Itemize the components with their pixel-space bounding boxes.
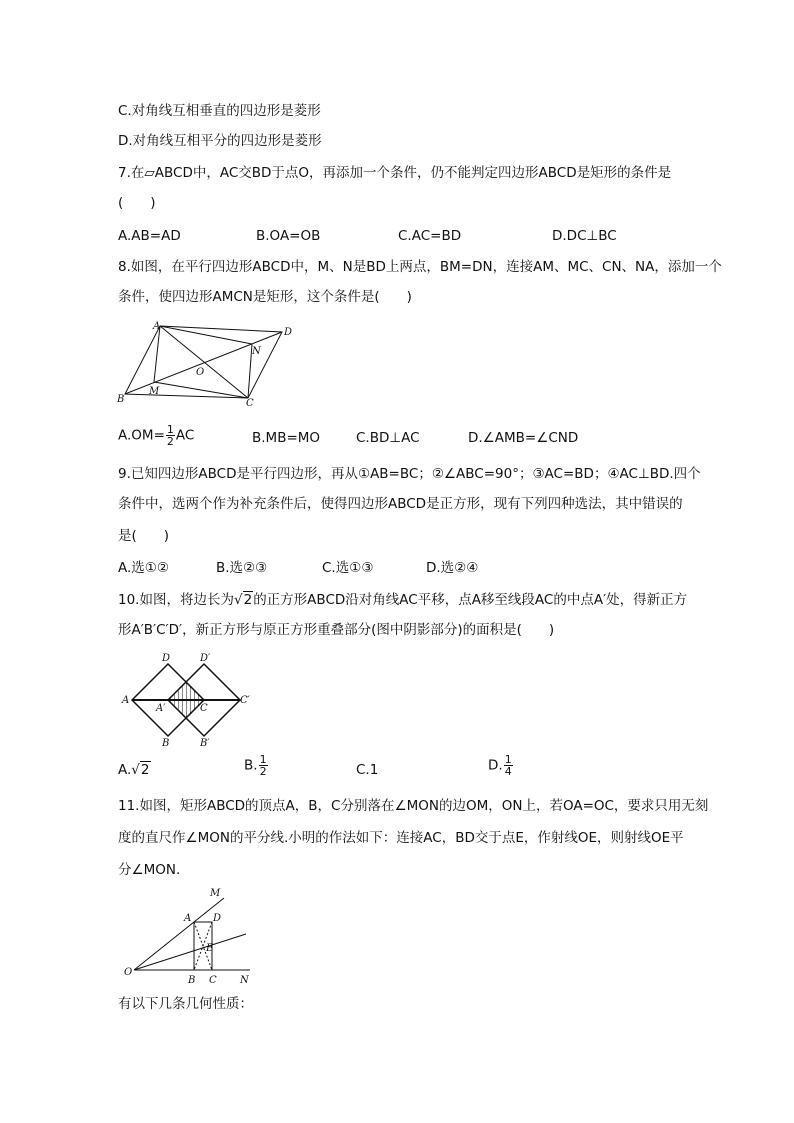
q8-option-b: B.MB=MO [252, 430, 321, 446]
label-d: D [213, 913, 222, 924]
label-b: B [117, 394, 125, 405]
q7-blank: ( ) [118, 195, 156, 211]
label-n: N [252, 346, 261, 357]
q10-stem-suffix: 的正方形ABCD沿对角线AC平移，点A移至线段AC的中点A′处，得新正方 [253, 592, 688, 608]
q8-option-a-fraction [166, 424, 175, 447]
fraction-denominator: 2 [166, 435, 174, 448]
label-o: O [196, 367, 205, 378]
label-a: A [184, 913, 192, 924]
q8-option-a-suffix: AC [175, 427, 195, 444]
label-a: A [153, 321, 161, 332]
ray-om [134, 898, 224, 970]
q7-option-b: B.OA=OB [256, 228, 321, 244]
label-b: B [188, 975, 196, 986]
q10-option-b-prefix: B. [244, 757, 258, 774]
q10-stem-prefix: 10.如图，将边长为 [118, 592, 234, 608]
label-d: D [284, 327, 293, 338]
q8-option-c: C.BD⊥AC [356, 430, 420, 446]
q7-option-c: C.AC=BD [398, 228, 462, 244]
segment-am [154, 326, 160, 382]
q8-stem-line1: 8.如图，在平行四边形ABCD中，M、N是BD上两点，BM=DN，连接AM、MC、CN、NA，添加一个 [118, 259, 722, 275]
q11-stem-line3: 分∠MON. [118, 862, 181, 878]
label-e: E [206, 943, 214, 954]
label-c-prime: C′ [240, 695, 250, 706]
label-b-prime: B′ [200, 738, 210, 749]
q11-stem-line2: 度的直尺作∠MON的平分线.小明的作法如下：连接AC，BD交于点E，作射线OE，则射线OE平 [118, 830, 684, 846]
label-o: O [124, 967, 133, 978]
q10-option-a [118, 760, 151, 780]
q9-option-b: B.选②③ [216, 560, 268, 576]
label-a: A [122, 695, 130, 706]
q10-option-a-sqrt: √2 [131, 762, 150, 778]
q11-angle-figure [118, 884, 268, 990]
q10-option-b [244, 754, 269, 777]
fraction-denominator: 4 [504, 765, 512, 778]
q8-parallelogram-figure [116, 318, 306, 406]
q10-option-b-fraction [259, 754, 268, 777]
label-m: M [149, 386, 160, 397]
label-c: C [209, 975, 217, 986]
q9-stem-line1: 9.已知四边形ABCD是平行四边形，再从①AB=BC；②∠ABC=90°；③AC=BD；④AC⊥BD.四个 [118, 466, 701, 482]
q8-option-a [118, 424, 194, 447]
q9-option-c: C.选①③ [322, 560, 374, 576]
q11-stem-line1: 11.如图，矩形ABCD的顶点A，B，C分别落在∠MON的边OM，ON上，若OA=OC，要求只用无刻 [118, 798, 709, 814]
q9-stem-line3: 是( ) [118, 528, 170, 544]
q10-option-c: C.1 [356, 762, 379, 778]
q6-option-d: D.对角线互相平分的四边形是菱形 [118, 133, 322, 149]
label-c: C [246, 398, 254, 406]
q10-square-figure [118, 650, 268, 750]
label-c: C [200, 703, 208, 714]
q10-stem-line2: 形A′B′C′D′，新正方形与原正方形重叠部分(图中阴影部分)的面积是( ) [118, 622, 555, 638]
q8-option-d: D.∠AMB=∠CND [468, 430, 579, 446]
q9-option-d: D.选②④ [426, 560, 479, 576]
q10-option-a-prefix: A. [118, 762, 132, 778]
diagonal-ac [160, 326, 248, 398]
fraction-denominator: 2 [259, 765, 267, 778]
q6-option-c: C.对角线互相垂直的四边形是菱形 [118, 103, 321, 119]
q10-stem-line1 [118, 590, 687, 610]
fraction-numerator: 1 [166, 423, 174, 436]
q8-stem-line2: 条件，使四边形AMCN是矩形，这个条件是( ) [118, 289, 412, 305]
q9-stem-line2: 条件中，选两个作为补充条件后，使得四边形ABCD是正方形，现有下列四种选法，其中错误的 [118, 496, 683, 512]
q10-option-a-radicand: 2 [140, 762, 150, 778]
q9-option-a: A.选①② [118, 560, 169, 576]
label-a-prime: A′ [156, 703, 166, 714]
q10-option-d-fraction [504, 754, 513, 777]
fraction-numerator: 1 [259, 753, 267, 766]
label-d: D [162, 653, 171, 664]
q10-radicand: 2 [243, 592, 253, 608]
fraction-numerator: 1 [504, 753, 512, 766]
q10-sqrt: √2 [233, 592, 253, 608]
ray-oe [134, 934, 246, 970]
diagonal-bd [125, 332, 282, 394]
q7-option-d: D.DC⊥BC [552, 228, 617, 244]
label-d-prime: D′ [200, 653, 211, 664]
q11-properties-intro: 有以下几条几何性质： [118, 996, 253, 1012]
q7-option-a: A.AB=AD [118, 228, 181, 244]
q8-option-a-prefix: A.OM= [118, 427, 165, 444]
label-m: M [210, 888, 221, 899]
q10-option-d [488, 754, 514, 777]
q7-stem: 7.在▱ABCD中，AC交BD于点O，再添加一个条件，仍不能判定四边形ABCD是矩形的条件是 [118, 165, 672, 181]
label-b: B [162, 738, 170, 749]
q10-option-d-prefix: D. [488, 757, 503, 774]
label-n: N [240, 975, 249, 986]
